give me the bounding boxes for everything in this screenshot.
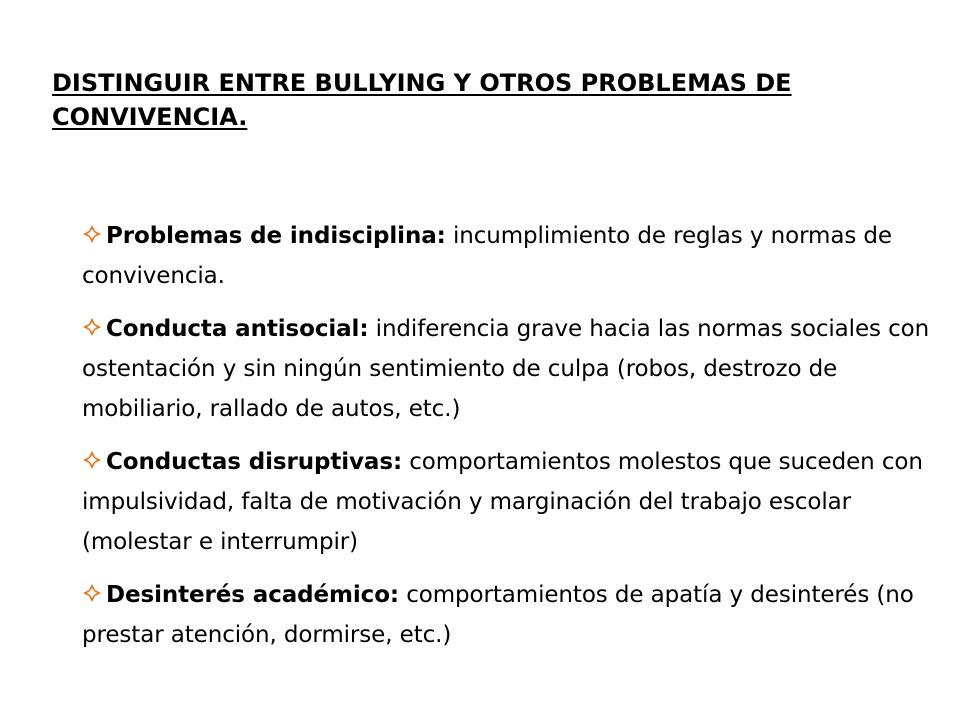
bullet-term: Conductas disruptivas:	[106, 449, 403, 475]
orange-diamond-bullet-icon	[82, 224, 102, 244]
bullet-text: comportamientos molestos que suceden con impulsividad, falta de motivación y marginación del trabajo escolar (molestar e interrumpir)	[82, 449, 923, 555]
orange-diamond-bullet-icon	[82, 583, 102, 603]
orange-diamond-bullet-icon	[82, 317, 102, 337]
bullet-text: comportamientos de apatía y desinterés (no prestar atención, dormirse, etc.)	[82, 582, 914, 648]
bullet-term: Desinterés académico:	[106, 582, 399, 608]
bullet-item	[82, 309, 952, 429]
orange-diamond-bullet-icon	[82, 450, 102, 470]
bullet-item	[82, 575, 952, 655]
bullet-list	[82, 216, 952, 668]
bullet-term: Conducta antisocial:	[106, 316, 369, 342]
bullet-text: indiferencia grave hacia las normas sociales con ostentación y sin ningún sentimiento de culpa (robos, destrozo de mobiliario, rallado de autos, etc.)	[82, 316, 930, 422]
bullet-item	[82, 442, 952, 562]
bullet-text: incumplimiento de reglas y normas de convivencia.	[82, 223, 892, 289]
bullet-item	[82, 216, 952, 296]
bullet-term: Problemas de indisciplina:	[106, 223, 446, 249]
slide-title: DISTINGUIR ENTRE BULLYING Y OTROS PROBLEMAS DE CONVIVENCIA.	[52, 69, 792, 131]
